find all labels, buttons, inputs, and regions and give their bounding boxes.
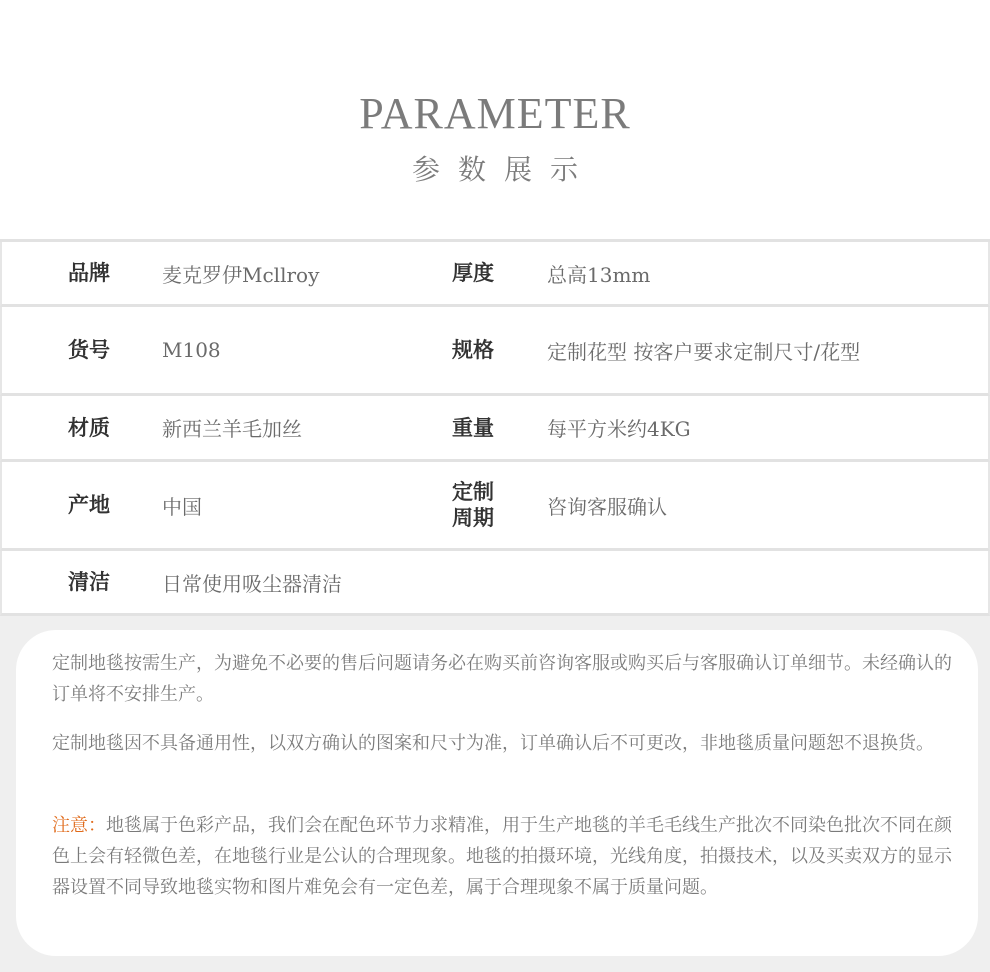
value-item-number: M108 bbox=[162, 338, 221, 362]
value-brand: 麦克罗伊Mcllroy bbox=[162, 262, 320, 287]
warning-text: 地毯属于色彩产品，我们会在配色环节力求精准，用于生产地毯的羊毛毛线生产批次不同染色批次不同在颜色上会有轻微色差，在地毯行业是公认的合理现象。地毯的拍摄环境，光线角度，拍摄技术，以及买卖双方的显示器设置不同导致地毯实物和图片难免会有一定色差，属于合理现象不属于质量问题。 bbox=[52, 815, 952, 898]
label-cleaning: 清洁 bbox=[68, 570, 110, 594]
value-specification: 定制花型 按客户要求定制尺寸/花型 bbox=[547, 339, 861, 364]
label-material: 材质 bbox=[68, 415, 110, 440]
parameter-table bbox=[0, 239, 990, 616]
label-brand: 品牌 bbox=[68, 261, 110, 285]
label-specification: 规格 bbox=[452, 338, 494, 362]
value-cleaning: 日常使用吸尘器清洁 bbox=[162, 571, 342, 596]
value-custom-period: 咨询客服确认 bbox=[547, 494, 667, 519]
label-custom-period: 定制周期 bbox=[452, 480, 494, 530]
label-item-number: 货号 bbox=[68, 338, 110, 362]
value-origin: 中国 bbox=[162, 494, 202, 519]
value-thickness: 总高13mm bbox=[547, 262, 651, 287]
label-weight: 重量 bbox=[452, 415, 494, 440]
table-row bbox=[0, 551, 990, 616]
warning-label: 注意： bbox=[52, 815, 106, 836]
table-row bbox=[0, 396, 990, 462]
title-english: PARAMETER bbox=[359, 89, 631, 138]
table-row bbox=[0, 307, 990, 396]
notice-paragraph-3 bbox=[52, 810, 952, 903]
table-row bbox=[0, 242, 990, 307]
label-thickness: 厚度 bbox=[452, 261, 494, 285]
notice-paragraph-2: 定制地毯因不具备通用性，以双方确认的图案和尺寸为准，订单确认后不可更改，非地毯质量问题恕不退换货。 bbox=[52, 733, 934, 754]
value-weight: 每平方米约4KG bbox=[547, 417, 691, 441]
value-material: 新西兰羊毛加丝 bbox=[162, 417, 302, 441]
label-origin: 产地 bbox=[68, 493, 110, 517]
notice-card bbox=[16, 630, 978, 956]
table-row bbox=[0, 462, 990, 551]
notice-paragraph-1: 定制地毯按需生产，为避免不必要的售后问题请务必在购买前咨询客服或购买后与客服确认订单细节。未经确认的订单将不安排生产。 bbox=[52, 653, 952, 705]
title-chinese: 参数展示 bbox=[411, 153, 596, 186]
